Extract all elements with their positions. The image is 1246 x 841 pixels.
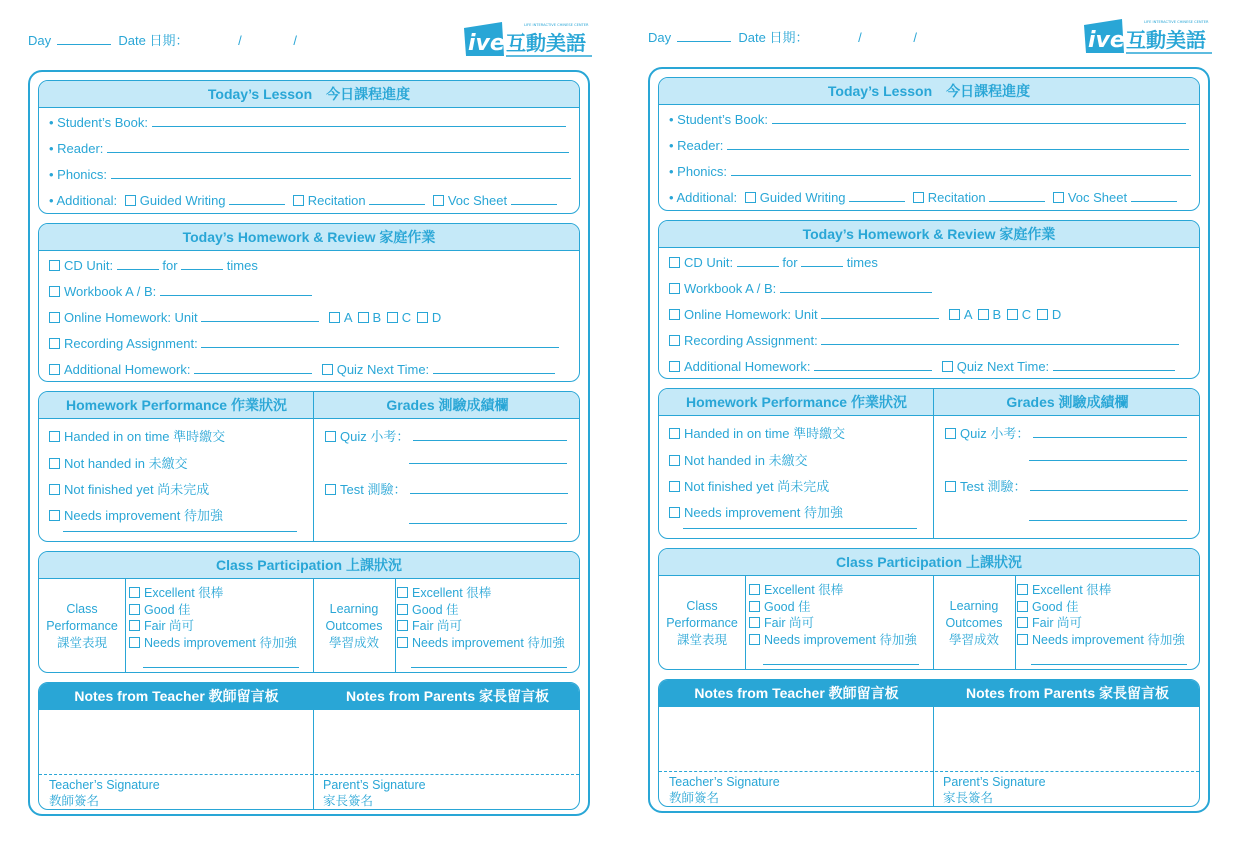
label-line: Performance [666,616,738,630]
report-page [620,0,1243,838]
recitation-field[interactable] [989,191,1045,202]
good-checkbox[interactable] [397,604,408,615]
parent-signature-label-zh: 家長簽名 [323,794,374,808]
quiz-next-field[interactable] [433,363,555,374]
learning-outcomes-note-row [411,656,567,671]
label-line: 課堂表現 [56,636,107,650]
voc-sheet-checkbox[interactable] [1053,192,1064,203]
option-label: Needs improvement 待加強 [1032,632,1185,647]
performance-note-field[interactable] [63,521,297,532]
phonics-label: • Phonics: [669,164,728,179]
parent-signature-label: Parent’s Signature [323,778,426,792]
date-label: Date 日期： [118,33,189,48]
students-book-row [669,112,1186,127]
quiz-next-label: Quiz Next Time: [956,359,1050,374]
date-slash: / [858,30,862,45]
voc-sheet-label: Voc Sheet [1067,190,1128,205]
label-line: Class [686,599,718,613]
label-line: 課堂表現 [676,633,727,647]
teacher-signature-label: Teacher’s Signature [669,775,780,789]
label-line: Performance [46,619,118,633]
reader-row [49,141,569,156]
performance-note-row [683,517,917,532]
parent-signature-label-zh: 家長簽名 [943,791,994,805]
option-label: Fair 尚可 [1032,616,1083,630]
option-d-checkbox[interactable] [1037,309,1048,320]
test-label: Test 測驗： [960,479,1027,494]
students-book-field[interactable] [152,116,566,127]
learning-outcomes-note-field[interactable] [411,657,567,668]
logo-badge: ive [468,31,505,56]
option-a-checkbox[interactable] [329,312,340,323]
teacher-signature-label: Teacher’s Signature [49,778,160,792]
test-line-2 [409,512,567,527]
guided-writing-field[interactable] [849,191,905,202]
option-label: Fair 尚可 [764,616,815,630]
excellent-checkbox[interactable] [397,587,408,598]
day-field[interactable] [677,41,731,42]
date-slash: / [293,33,297,48]
lesson-title: Today’s Lesson 今日課程進度 [39,81,579,108]
performance-label: Handed in on time 準時繳交 [684,426,846,441]
quiz-field-2[interactable] [409,453,567,464]
logo-text: 互動美語 [1126,28,1206,52]
guided-writing-checkbox[interactable] [125,195,136,206]
class-performance-options [129,585,297,651]
option-label: Fair 尚可 [412,619,463,633]
parent-notes-title: Notes from Parents 家長留言板 [314,683,580,710]
recording-field[interactable] [201,337,559,348]
logo-tagline: LIFE INTERACTIVE CHINESE CENTER [1144,20,1209,24]
workbook-row [669,281,932,296]
performance-checkbox[interactable] [49,510,60,521]
learning-outcomes-options [397,585,565,651]
lesson-title: Today’s Lesson 今日課程進度 [659,78,1199,105]
option-label: Fair 尚可 [144,619,195,633]
students-book-field[interactable] [772,113,1186,124]
lesson-section [38,80,580,214]
parent-notes-area[interactable] [315,711,580,773]
class-performance-note-row [763,653,919,668]
option-b-label: B [372,310,382,325]
additional-homework-field[interactable] [194,363,312,374]
performance-item [49,479,209,498]
reader-label: • Reader: [669,138,724,153]
quiz-label: Quiz 小考： [960,426,1030,441]
additional-label: • Additional: [669,190,738,205]
additional-homework-checkbox[interactable] [669,361,680,372]
option-c-label: C [1021,307,1032,322]
online-homework-field[interactable] [821,308,939,319]
parent-signature[interactable] [943,774,1046,806]
option-a-label: A [343,310,352,325]
parent-signature-label: Parent’s Signature [943,775,1046,789]
quiz-row [325,426,567,445]
participation-title: Class Participation 上課狀況 [659,549,1199,576]
label-line: Learning [949,599,999,613]
additional-homework-checkbox[interactable] [49,364,60,375]
option-a-checkbox[interactable] [949,309,960,320]
recitation-label: Recitation [307,193,366,208]
option-c-checkbox[interactable] [1007,309,1018,320]
online-homework-label: Online Homework: Unit [64,310,198,325]
class-performance-options [749,582,917,648]
phonics-row [669,164,1191,179]
additional-homework-field[interactable] [814,360,932,371]
label-line: Outcomes [945,616,1003,630]
performance-item [669,423,845,442]
online-homework-row [49,310,441,325]
reader-field[interactable] [727,139,1189,150]
option-label: Good 佳 [764,599,811,614]
grades-title: Grades 測驗成績欄 [934,389,1200,416]
cd-checkbox[interactable] [49,260,60,271]
guided-writing-checkbox[interactable] [745,192,756,203]
notes-section [658,679,1200,807]
label-line: Class [66,602,98,616]
recording-row [669,333,1179,348]
option-c-label: C [401,310,412,325]
logo-badge: ive [1088,28,1125,53]
cd-checkbox[interactable] [669,257,680,268]
recording-label: Recording Assignment: [64,336,198,351]
quiz-checkbox[interactable] [325,431,336,442]
workbook-label: Workbook A / B: [684,281,777,296]
good-checkbox[interactable] [1017,601,1028,612]
test-checkbox[interactable] [945,481,956,492]
option-label: Needs improvement 待加強 [144,635,297,650]
online-homework-label: Online Homework: Unit [684,307,818,322]
voc-sheet-label: Voc Sheet [447,193,508,208]
date-header [648,27,917,46]
quiz-field[interactable] [1033,427,1187,438]
additional-homework-row [669,359,1175,374]
recitation-checkbox[interactable] [913,192,924,203]
performance-item [669,450,808,469]
needs-improvement-checkbox[interactable] [1017,634,1028,645]
day-label: Day [28,33,52,48]
good-checkbox[interactable] [129,604,140,615]
day-label: Day [648,30,672,45]
quiz-next-checkbox[interactable] [322,364,333,375]
students-book-label: • Student’s Book: [49,115,148,130]
quiz-line-2 [1029,449,1187,464]
performance-checkbox[interactable] [669,481,680,492]
day-field[interactable] [57,44,111,45]
performance-item [669,476,829,495]
recitation-checkbox[interactable] [293,195,304,206]
performance-checkbox[interactable] [49,431,60,442]
quiz-line-2 [409,452,567,467]
cd-for-field[interactable] [801,256,843,267]
quiz-field-2[interactable] [1029,450,1187,461]
option-a-label: A [963,307,972,322]
cd-unit-field[interactable] [117,259,159,270]
needs-improvement-checkbox[interactable] [749,634,760,645]
option-label: Excellent 很棒 [1032,583,1112,597]
teacher-notes-area[interactable] [659,708,933,770]
class-performance-note-field[interactable] [763,654,919,665]
performance-label: Handed in on time 準時繳交 [64,429,226,444]
workbook-label: Workbook A / B: [64,284,157,299]
class-performance-note-field[interactable] [143,657,299,668]
teacher-signature-label-zh: 教師簽名 [669,791,720,805]
quiz-row [945,423,1187,442]
fair-checkbox[interactable] [1017,617,1028,628]
recording-checkbox[interactable] [669,335,680,346]
recitation-label: Recitation [927,190,986,205]
fair-checkbox[interactable] [749,617,760,628]
voc-sheet-checkbox[interactable] [433,195,444,206]
option-b-label: B [992,307,1002,322]
option-label: Excellent 很棒 [764,583,844,597]
cd-row [669,255,878,270]
performance-label: Not finished yet 尚未完成 [684,479,830,494]
cd-label: CD Unit: [684,255,734,270]
reader-field[interactable] [107,142,569,153]
performance-item [49,453,188,472]
test-label: Test 測驗： [340,482,407,497]
workbook-row [49,284,312,299]
teacher-signature[interactable] [49,777,160,809]
test-field[interactable] [410,483,568,494]
online-homework-row [669,307,1061,322]
lesson-section [658,77,1200,211]
recitation-field[interactable] [369,194,425,205]
performance-note-row [63,520,297,535]
logo-tagline: LIFE INTERACTIVE CHINESE CENTER [524,23,589,27]
guided-writing-label: Guided Writing [139,193,226,208]
additional-row [669,190,1177,205]
students-book-label: • Student’s Book: [669,112,768,127]
cd-for-label: for [162,258,178,273]
option-label: Excellent 很棒 [144,586,224,600]
cd-times-label: times [226,258,258,273]
teacher-signature-label-zh: 教師簽名 [49,794,100,808]
label-line: Outcomes [325,619,383,633]
option-label: Good 佳 [144,602,191,617]
option-d-label: D [431,310,442,325]
online-homework-checkbox[interactable] [49,312,60,323]
test-field[interactable] [1030,480,1188,491]
option-d-checkbox[interactable] [417,312,428,323]
recording-row [49,336,559,351]
homework-title: Today’s Homework & Review 家庭作業 [659,221,1199,248]
learning-outcomes-options [1017,582,1185,648]
performance-label: Not finished yet 尚未完成 [64,482,210,497]
option-label: Good 佳 [1032,599,1079,614]
recording-checkbox[interactable] [49,338,60,349]
guided-writing-label: Guided Writing [759,190,846,205]
parent-notes-area[interactable] [935,708,1200,770]
cd-unit-field[interactable] [737,256,779,267]
homework-section [658,220,1200,379]
option-label: Excellent 很棒 [412,586,492,600]
voc-sheet-field[interactable] [1131,191,1177,202]
voc-sheet-field[interactable] [511,194,557,205]
label-line: Learning [329,602,379,616]
performance-note-field[interactable] [683,518,917,529]
ive-logo [462,20,594,60]
needs-improvement-checkbox[interactable] [129,637,140,648]
recording-label: Recording Assignment: [684,333,818,348]
reader-row [669,138,1189,153]
workbook-checkbox[interactable] [49,286,60,297]
phonics-label: • Phonics: [49,167,108,182]
excellent-checkbox[interactable] [129,587,140,598]
recording-field[interactable] [821,334,1179,345]
cd-for-field[interactable] [181,259,223,270]
performance-checkbox[interactable] [49,458,60,469]
online-homework-checkbox[interactable] [669,309,680,320]
performance-title: Homework Performance 作業狀況 [659,389,934,416]
cd-times-label: times [846,255,878,270]
needs-improvement-checkbox[interactable] [397,637,408,648]
performance-checkbox[interactable] [669,507,680,518]
online-homework-field[interactable] [201,311,319,322]
teacher-signature[interactable] [669,774,780,806]
test-field-2[interactable] [1029,510,1187,521]
participation-section [658,548,1200,670]
class-performance-label [659,598,745,649]
performance-item [49,426,225,445]
learning-outcomes-note-field[interactable] [1031,654,1187,665]
date-slash: / [913,30,917,45]
performance-grades-section [38,391,580,542]
test-row [325,479,568,498]
excellent-checkbox[interactable] [749,584,760,595]
additional-homework-label: Additional Homework: [684,359,811,374]
performance-label: Needs improvement 待加強 [684,505,843,520]
phonics-row [49,167,571,182]
notes-section [38,682,580,810]
grades-title: Grades 測驗成績欄 [314,392,580,419]
homework-section [38,223,580,382]
option-c-checkbox[interactable] [387,312,398,323]
guided-writing-field[interactable] [229,194,285,205]
option-b-checkbox[interactable] [358,312,369,323]
option-b-checkbox[interactable] [978,309,989,320]
phonics-field[interactable] [111,168,571,179]
performance-checkbox[interactable] [669,428,680,439]
performance-grades-section [658,388,1200,539]
cd-for-label: for [782,255,798,270]
reader-label: • Reader: [49,141,104,156]
date-slash: / [238,33,242,48]
date-label: Date 日期： [738,30,809,45]
phonics-field[interactable] [731,165,1191,176]
performance-label: Needs improvement 待加強 [64,508,223,523]
cd-label: CD Unit: [64,258,114,273]
excellent-checkbox[interactable] [1017,584,1028,595]
teacher-notes-area[interactable] [39,711,313,773]
signature-divider [39,774,579,775]
option-label: Needs improvement 待加強 [764,632,917,647]
performance-label: Not handed in 未繳交 [64,456,188,471]
parent-notes-title: Notes from Parents 家長留言板 [934,680,1200,707]
option-label: Good 佳 [412,602,459,617]
test-line-2 [1029,509,1187,524]
teacher-notes-title: Notes from Teacher 教師留言板 [39,683,314,710]
quiz-next-label: Quiz Next Time: [336,362,430,377]
workbook-checkbox[interactable] [669,283,680,294]
option-label: Needs improvement 待加強 [412,635,565,650]
good-checkbox[interactable] [749,601,760,612]
logo-text: 互動美語 [506,31,586,55]
quiz-field[interactable] [413,430,567,441]
date-header [28,30,297,49]
students-book-row [49,115,566,130]
test-row [945,476,1188,495]
cd-row [49,258,258,273]
additional-homework-row [49,362,555,377]
participation-section [38,551,580,673]
test-field-2[interactable] [409,513,567,524]
quiz-next-field[interactable] [1053,360,1175,371]
workbook-field[interactable] [780,282,932,293]
quiz-label: Quiz 小考： [340,429,410,444]
performance-checkbox[interactable] [49,484,60,495]
participation-title: Class Participation 上課狀況 [39,552,579,579]
fair-checkbox[interactable] [129,620,140,631]
performance-label: Not handed in 未繳交 [684,453,808,468]
teacher-notes-title: Notes from Teacher 教師留言板 [659,680,934,707]
homework-title: Today’s Homework & Review 家庭作業 [39,224,579,251]
option-d-label: D [1051,307,1062,322]
test-checkbox[interactable] [325,484,336,495]
performance-title: Homework Performance 作業狀況 [39,392,314,419]
class-performance-note-row [143,656,299,671]
parent-signature[interactable] [323,777,426,809]
workbook-field[interactable] [160,285,312,296]
fair-checkbox[interactable] [397,620,408,631]
ive-logo [1082,17,1214,57]
label-line: 學習成效 [328,636,379,650]
learning-outcomes-note-row [1031,653,1187,668]
quiz-checkbox[interactable] [945,428,956,439]
signature-divider [659,771,1199,772]
class-performance-label [39,601,125,652]
additional-homework-label: Additional Homework: [64,362,191,377]
learning-outcomes-label [313,601,395,652]
label-line: 學習成效 [948,633,999,647]
performance-checkbox[interactable] [669,455,680,466]
additional-label: • Additional: [49,193,118,208]
quiz-next-checkbox[interactable] [942,361,953,372]
learning-outcomes-label [933,598,1015,649]
additional-row [49,193,557,208]
